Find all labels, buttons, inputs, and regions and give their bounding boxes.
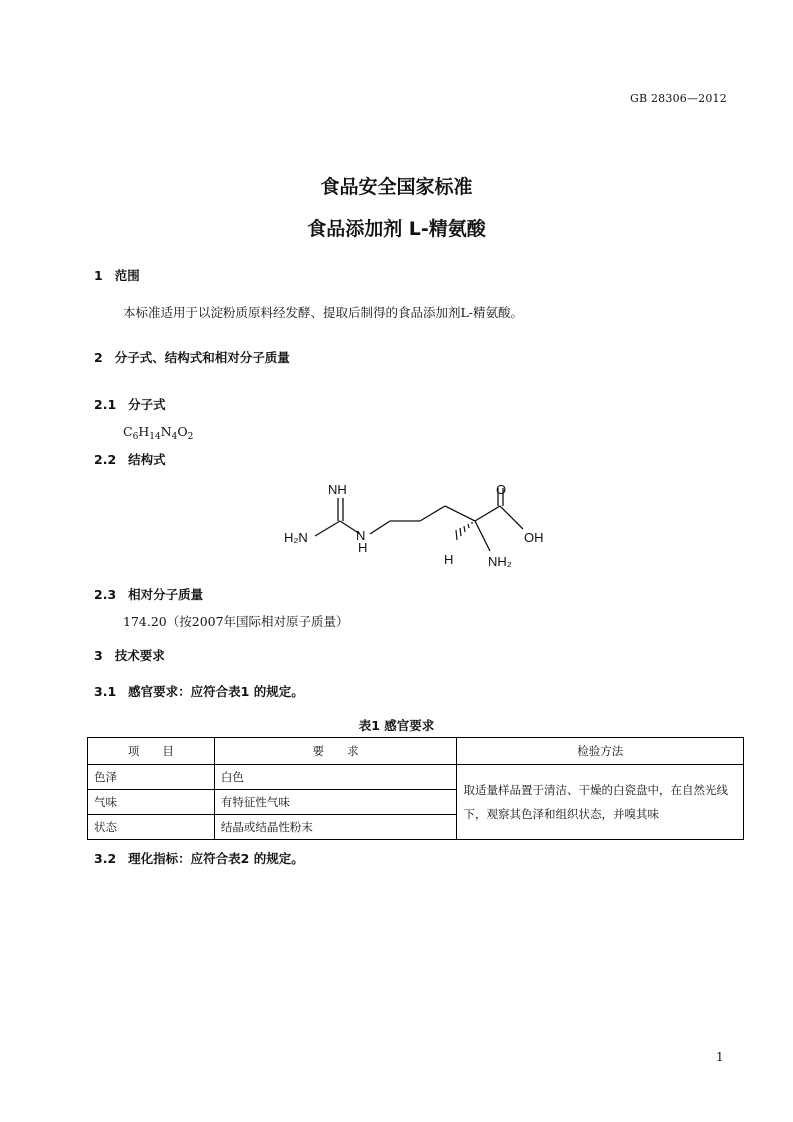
- section-number: 3.2: [94, 851, 117, 866]
- section-number: 2.3: [94, 587, 117, 602]
- page-number: 1: [716, 1050, 724, 1064]
- section-number: 3: [94, 648, 103, 663]
- header-method: 检验方法: [457, 738, 744, 765]
- label-nh-h: H: [358, 540, 368, 555]
- row-item: 色泽: [88, 765, 215, 790]
- section-title: 范围: [114, 268, 140, 283]
- molecular-formula: $C_6H_{14}N_4O_2$: [123, 424, 194, 442]
- molecular-weight: 174.20（按2007年国际相对原子质量）: [123, 614, 349, 629]
- label-oh: OH: [524, 530, 544, 545]
- section-number: 1: [94, 268, 103, 283]
- table-row: [88, 765, 744, 790]
- section-1-heading: [94, 266, 140, 284]
- label-o: O: [496, 482, 507, 497]
- header-requirement: 要 求: [214, 738, 457, 765]
- row-item: 状态: [88, 815, 215, 840]
- section-title: 相对分子质量: [128, 587, 204, 602]
- section-title: 技术要求: [114, 648, 165, 663]
- section-3-1-heading: [94, 682, 304, 700]
- section-title: 理化指标：应符合表2 的规定。: [128, 851, 304, 866]
- row-requirement: 结晶或结晶性粉末: [214, 815, 457, 840]
- scope-paragraph: 本标准适用于以淀粉质原料经发酵、提取后制得的食品添加剂L-精氨酸。: [123, 305, 524, 320]
- section-2-3-heading: [94, 585, 203, 603]
- section-3-2-heading: [94, 849, 304, 867]
- label-h: H: [444, 552, 454, 567]
- table-caption: 表1 感官要求: [358, 718, 435, 733]
- section-title: 结构式: [128, 452, 166, 467]
- section-2-1-heading: [94, 395, 166, 413]
- test-method: [457, 765, 744, 840]
- row-item: 气味: [88, 790, 215, 815]
- label-nh: NH: [328, 482, 347, 497]
- section-title: 分子式: [128, 397, 166, 412]
- section-title: 分子式、结构式和相对分子质量: [114, 350, 290, 365]
- section-2-heading: [94, 348, 290, 366]
- label-n: N: [356, 528, 366, 543]
- section-number: 2: [94, 350, 103, 365]
- standard-code: GB 28306—2012: [630, 92, 727, 105]
- section-number: 3.1: [94, 684, 117, 699]
- section-number: 2.2: [94, 452, 117, 467]
- label-nh2: NH₂: [488, 554, 512, 569]
- method-line: 取适量样品置于清洁、干燥的白瓷盘中，在自然光线: [463, 783, 728, 797]
- method-line: 下，观察其色泽和组织状态，并嗅其味: [463, 807, 659, 821]
- document-subtitle: 食品添加剂 L-精氨酸: [307, 218, 486, 240]
- document-title: 食品安全国家标准: [320, 176, 473, 198]
- structural-formula: [270, 476, 560, 576]
- row-requirement: 有特征性气味: [214, 790, 457, 815]
- table-header-row: [88, 738, 744, 765]
- sensory-requirements-table: [87, 737, 744, 840]
- section-title: 感官要求：应符合表1 的规定。: [128, 684, 304, 699]
- section-2-2-heading: [94, 450, 166, 468]
- section-3-heading: [94, 646, 165, 664]
- label-h2n: H₂N: [284, 530, 308, 545]
- row-requirement: 白色: [214, 765, 457, 790]
- section-number: 2.1: [94, 397, 117, 412]
- header-item: 项 目: [88, 738, 215, 765]
